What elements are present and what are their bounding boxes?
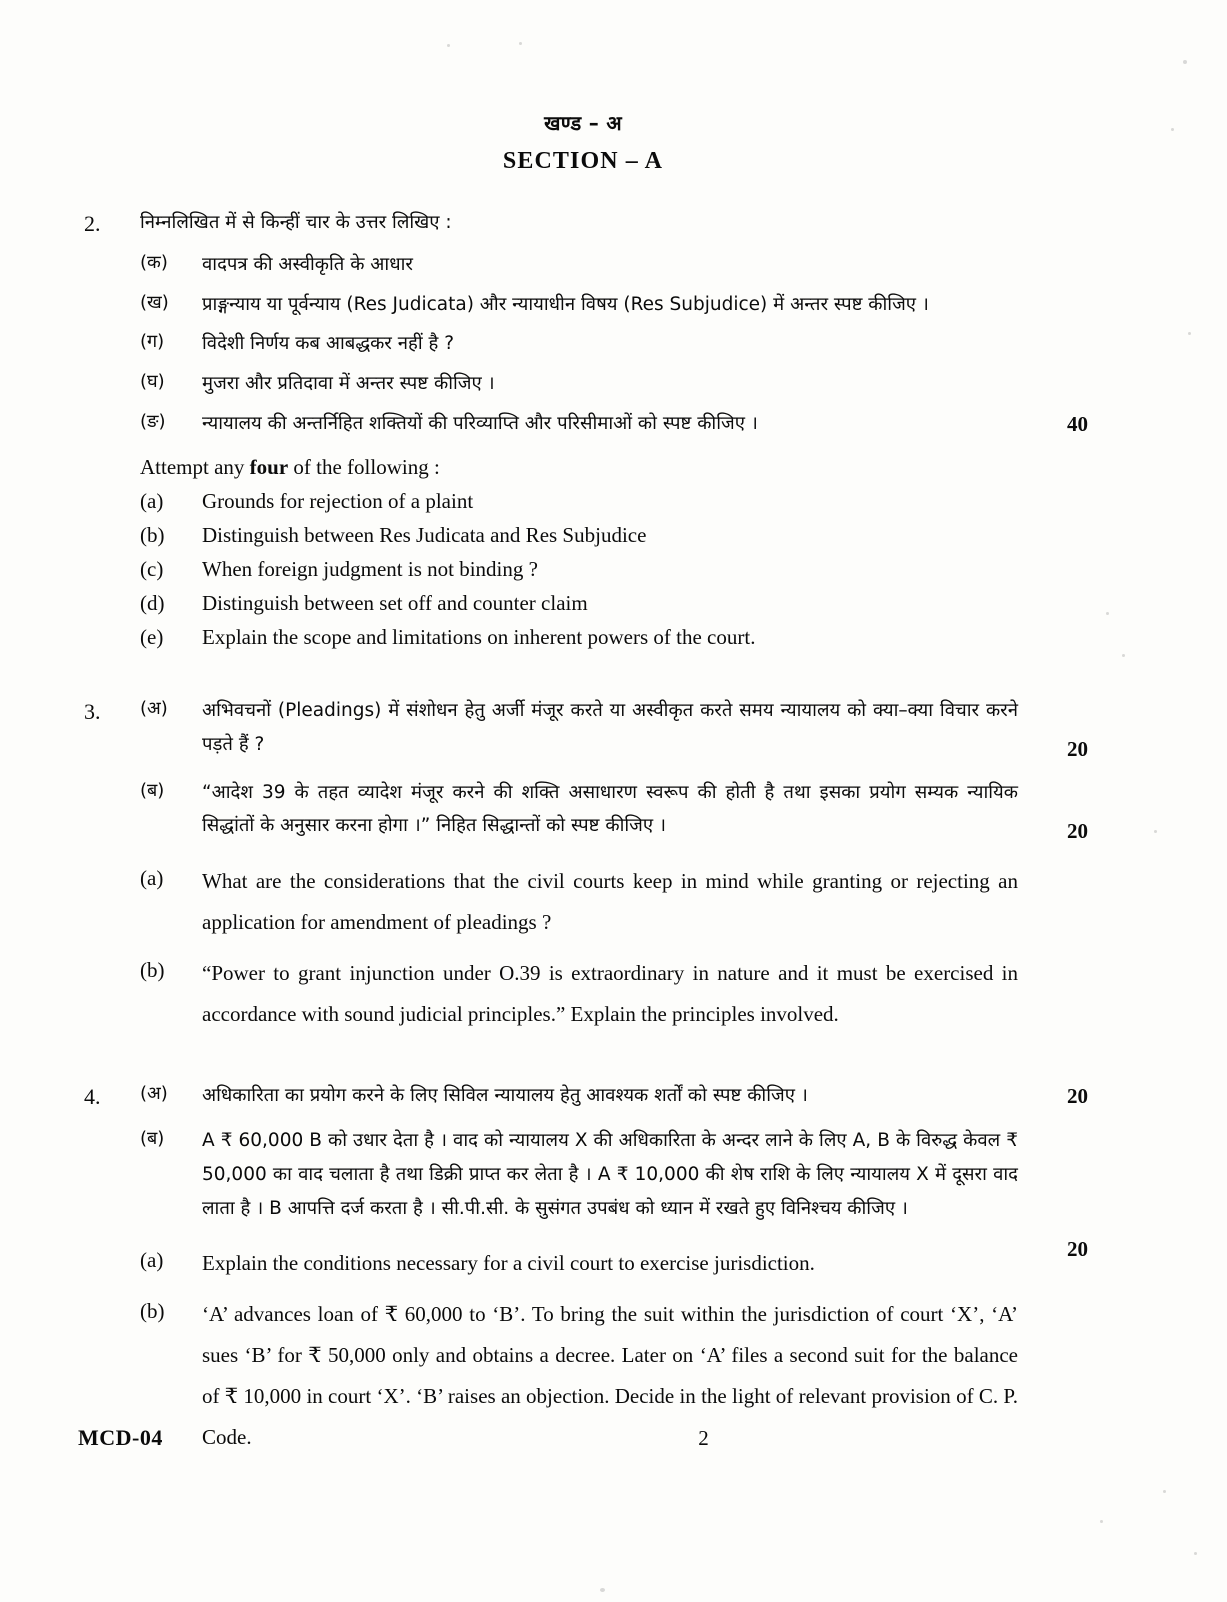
question-2-english-item-e xyxy=(78,620,1088,654)
marks-value: 20 xyxy=(1067,1237,1088,1262)
item-label: (अ) xyxy=(140,698,168,720)
item-text: What are the considerations that the civil courts keep in mind while granting or rejecting an application for amendment of pleadings ? xyxy=(202,869,1018,934)
item-label: (ग) xyxy=(140,331,165,353)
question-2 xyxy=(78,206,1088,654)
item-text: ‘A’ advances loan of ₹ 60,000 to ‘B’. To bring the suit within the jurisdiction of court ‘X’, ‘A’ sues ‘B’ for ₹ 50,000 only and obtains a decree. Later on ‘A’ files a second suit for the balance of ₹ 10,000 in court ‘X’. ‘B’ raises an objection. Decide in the light of relevant provision of C. P. Code. xyxy=(202,1302,1018,1450)
item-text: Explain the scope and limitations on inherent powers of the court. xyxy=(202,625,756,650)
scan-speck xyxy=(1183,60,1187,64)
item-text: When foreign judgment is not binding ? xyxy=(202,557,538,582)
item-text: Distinguish between set off and counter claim xyxy=(202,591,588,616)
scan-speck xyxy=(1100,1520,1103,1523)
item-label: (ङ) xyxy=(140,410,166,432)
item-label: (a) xyxy=(140,489,164,514)
question-2-english-item-b xyxy=(78,518,1088,552)
stem-bold: four xyxy=(249,455,289,480)
item-text: “Power to grant injunction under O.39 is extraordinary in nature and it must be exercised in accordance with sound judicial principles.” Explain the principles involved. xyxy=(202,960,1018,1026)
item-text: Explain the conditions necessary for a civil court to exercise jurisdiction. xyxy=(202,1251,815,1276)
question-4-hindi-item-a xyxy=(78,1079,1088,1115)
item-text: वादपत्र की अस्वीकृति के आधार xyxy=(202,254,413,276)
scan-speck xyxy=(1154,830,1157,833)
question-2-hindi-item-e xyxy=(78,407,1088,441)
item-label: (a) xyxy=(140,1248,164,1273)
item-label: (b) xyxy=(140,523,165,548)
item-text: Grounds for rejection of a plaint xyxy=(202,489,474,514)
item-label: (घ) xyxy=(140,370,165,392)
item-text: विदेशी निर्णय कब आबद्धकर नहीं है ? xyxy=(202,333,455,355)
scan-speck xyxy=(1106,612,1109,615)
item-text: न्यायालय की अन्तर्निहित शक्तियों की परिव्याप्ति और परिसीमाओं को स्पष्ट कीजिए । xyxy=(202,412,758,434)
item-label: (अ) xyxy=(140,1082,168,1104)
scan-speck xyxy=(600,1588,605,1592)
item-text: प्राङ्गन्याय या पूर्वन्याय (Res Judicata) और न्यायाधीन विषय (Res Subjudice) में अन्तर स्पष्ट कीजिए । xyxy=(202,293,929,315)
marks-value: 20 xyxy=(1067,818,1088,843)
item-label: (क) xyxy=(140,252,168,274)
question-2-english-item-c xyxy=(78,552,1088,586)
question-4-hindi-item-b xyxy=(78,1124,1088,1262)
page-content xyxy=(78,108,1088,1458)
question-4-english-item-a xyxy=(78,1243,1088,1284)
item-label: (a) xyxy=(140,866,164,891)
page-number: 2 xyxy=(698,1426,709,1450)
question-2-hindi-item-a xyxy=(78,248,1088,282)
item-label: (e) xyxy=(140,625,164,650)
page-footer xyxy=(78,1425,1149,1451)
item-text: Distinguish between Res Judicata and Res Subjudice xyxy=(202,523,647,548)
scan-speck xyxy=(1194,1552,1197,1555)
question-3-number: 3. xyxy=(84,699,101,725)
question-3-english-item-b xyxy=(78,953,1088,1035)
question-2-stem-row xyxy=(78,206,1088,242)
item-label: (d) xyxy=(140,591,165,616)
item-label: (ख) xyxy=(140,291,169,313)
paper-code: MCD-04 xyxy=(78,1425,163,1450)
scan-speck xyxy=(1122,654,1125,657)
item-text: “आदेश 39 के तहत व्यादेश मंजूर करने की शक्ति असाधारण स्वरूप की होती है तथा इसका प्रयोग सम्यक न्यायिक सिद्धांतों के अनुसार करना होगा ।” निहित सिद्धान्तों को स्पष्ट कीजिए । xyxy=(202,781,1018,837)
question-2-english-item-a xyxy=(78,484,1088,518)
item-label: (b) xyxy=(140,957,165,982)
scan-speck xyxy=(1188,332,1191,335)
item-text: अभिवचनों (Pleadings) में संशोधन हेतु अर्जी मंजूर करते या अस्वीकृत करते समय न्यायालय को क्या–क्या विचार करने पड़ते हैं ? xyxy=(202,700,1018,756)
item-label: (ब) xyxy=(140,779,165,801)
question-2-english-item-d xyxy=(78,586,1088,620)
item-text: मुजरा और प्रतिदावा में अन्तर स्पष्ट कीजिए । xyxy=(202,372,495,394)
stem-pre: Attempt any xyxy=(140,455,250,480)
item-text: A ₹ 60,000 B को उधार देता है । वाद को न्यायालय X की अधिकारिता के अन्दर लाने के लिए A, B के विरुद्ध केवल ₹ 50,000 का वाद चलाता है तथा डिक्री प्राप्त कर लेता है । A ₹ 10,000 की शेष राशि के लिए न्यायालय X में दूसरा वाद लाता है । B आपत्ति दर्ज करता है । सी.पी.सी. के सुसंगत उपबंध को ध्यान में रखते हुए विनिश्चय कीजिए । xyxy=(202,1130,1018,1219)
item-label: (c) xyxy=(140,557,164,582)
question-2-hindi-item-c xyxy=(78,327,1088,361)
question-3 xyxy=(78,694,1088,1034)
question-2-number: 2. xyxy=(84,211,101,237)
marks-value: 20 xyxy=(1067,1083,1088,1108)
section-heading-english: SECTION – A xyxy=(502,148,664,174)
question-2-english-stem-row xyxy=(78,450,1088,484)
scan-speck xyxy=(1163,1490,1166,1493)
question-2-hindi-stem: निम्नलिखित में से किन्हीं चार के उत्तर लिखिए : xyxy=(140,212,452,234)
question-3-english-item-a xyxy=(78,861,1088,943)
question-2-hindi-item-d xyxy=(78,367,1088,401)
scan-speck xyxy=(1171,128,1174,131)
scan-speck xyxy=(447,44,450,47)
item-label: (b) xyxy=(140,1299,165,1324)
marks-value: 40 xyxy=(1067,411,1088,436)
section-heading xyxy=(78,108,1088,180)
item-label: (ब) xyxy=(140,1128,165,1150)
question-4 xyxy=(78,1079,1088,1458)
section-heading-hindi: खण्ड – अ xyxy=(544,111,622,135)
scan-speck xyxy=(519,42,522,45)
question-2-english-stem xyxy=(140,450,1088,484)
question-3-hindi-item-a xyxy=(78,694,1088,761)
stem-post: of the following : xyxy=(288,455,440,480)
question-4-number: 4. xyxy=(84,1083,101,1109)
question-3-hindi-item-b xyxy=(78,776,1088,843)
item-text: अधिकारिता का प्रयोग करने के लिए सिविल न्यायालय हेतु आवश्यक शर्तों को स्पष्ट कीजिए । xyxy=(202,1084,808,1106)
marks-value: 20 xyxy=(1067,737,1088,762)
question-2-hindi-item-b xyxy=(78,288,1088,322)
